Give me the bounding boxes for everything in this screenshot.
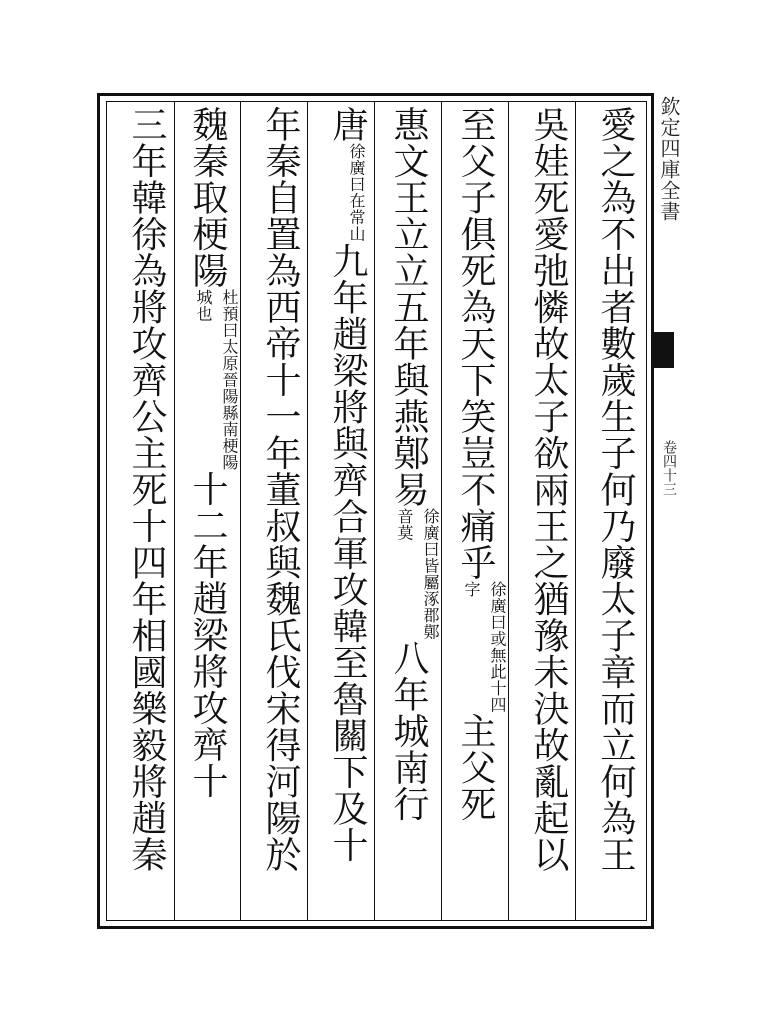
fishtail-mark bbox=[654, 332, 674, 368]
text-column-1: 愛之為不出者數歲生子何乃廢太子章而立何為王 bbox=[595, 106, 636, 873]
text-column-6: 年秦自置為西帝十一年董叔與魏氏伐宋得河陽於 bbox=[260, 106, 301, 873]
main-text: 主父死 bbox=[455, 712, 496, 822]
margin-book-title: 欽定四庫全書 bbox=[657, 96, 681, 222]
main-text: 唐 bbox=[327, 106, 368, 143]
text-column-4 bbox=[385, 106, 443, 914]
main-text: 八年城南行 bbox=[388, 639, 429, 822]
annotation: 徐廣曰在常山 bbox=[347, 142, 366, 242]
text-column-8: 三年韓徐為將攻齊公主死十四年相國樂毅將趙秦 bbox=[126, 106, 167, 873]
text-column-7 bbox=[184, 106, 242, 914]
text-column-5 bbox=[318, 106, 376, 914]
margin-volume-label: 卷四十三 bbox=[661, 440, 677, 496]
annotation: 杜預曰太原晉陽縣南梗陽城也 bbox=[194, 288, 239, 470]
annotation: 徐廣曰皆屬涿郡鄚音莫 bbox=[395, 507, 440, 640]
main-text: 魏秦取梗陽 bbox=[187, 106, 228, 289]
main-text: 十二年趙梁將攻齊十 bbox=[187, 470, 228, 799]
main-text: 惠文王立立五年與燕鄚易 bbox=[388, 106, 429, 508]
annotation: 徐廣曰或無此十四字 bbox=[462, 580, 507, 713]
main-text: 九年趙梁將與齊合軍攻韓至魯關下及十 bbox=[327, 242, 368, 863]
text-column-2: 吳娃死愛弛憐故太子欲兩王之猶豫未決故亂起以 bbox=[528, 106, 569, 873]
main-text: 至父子俱死為天下笑豈不痛乎 bbox=[455, 106, 496, 581]
text-column-3 bbox=[452, 106, 510, 914]
